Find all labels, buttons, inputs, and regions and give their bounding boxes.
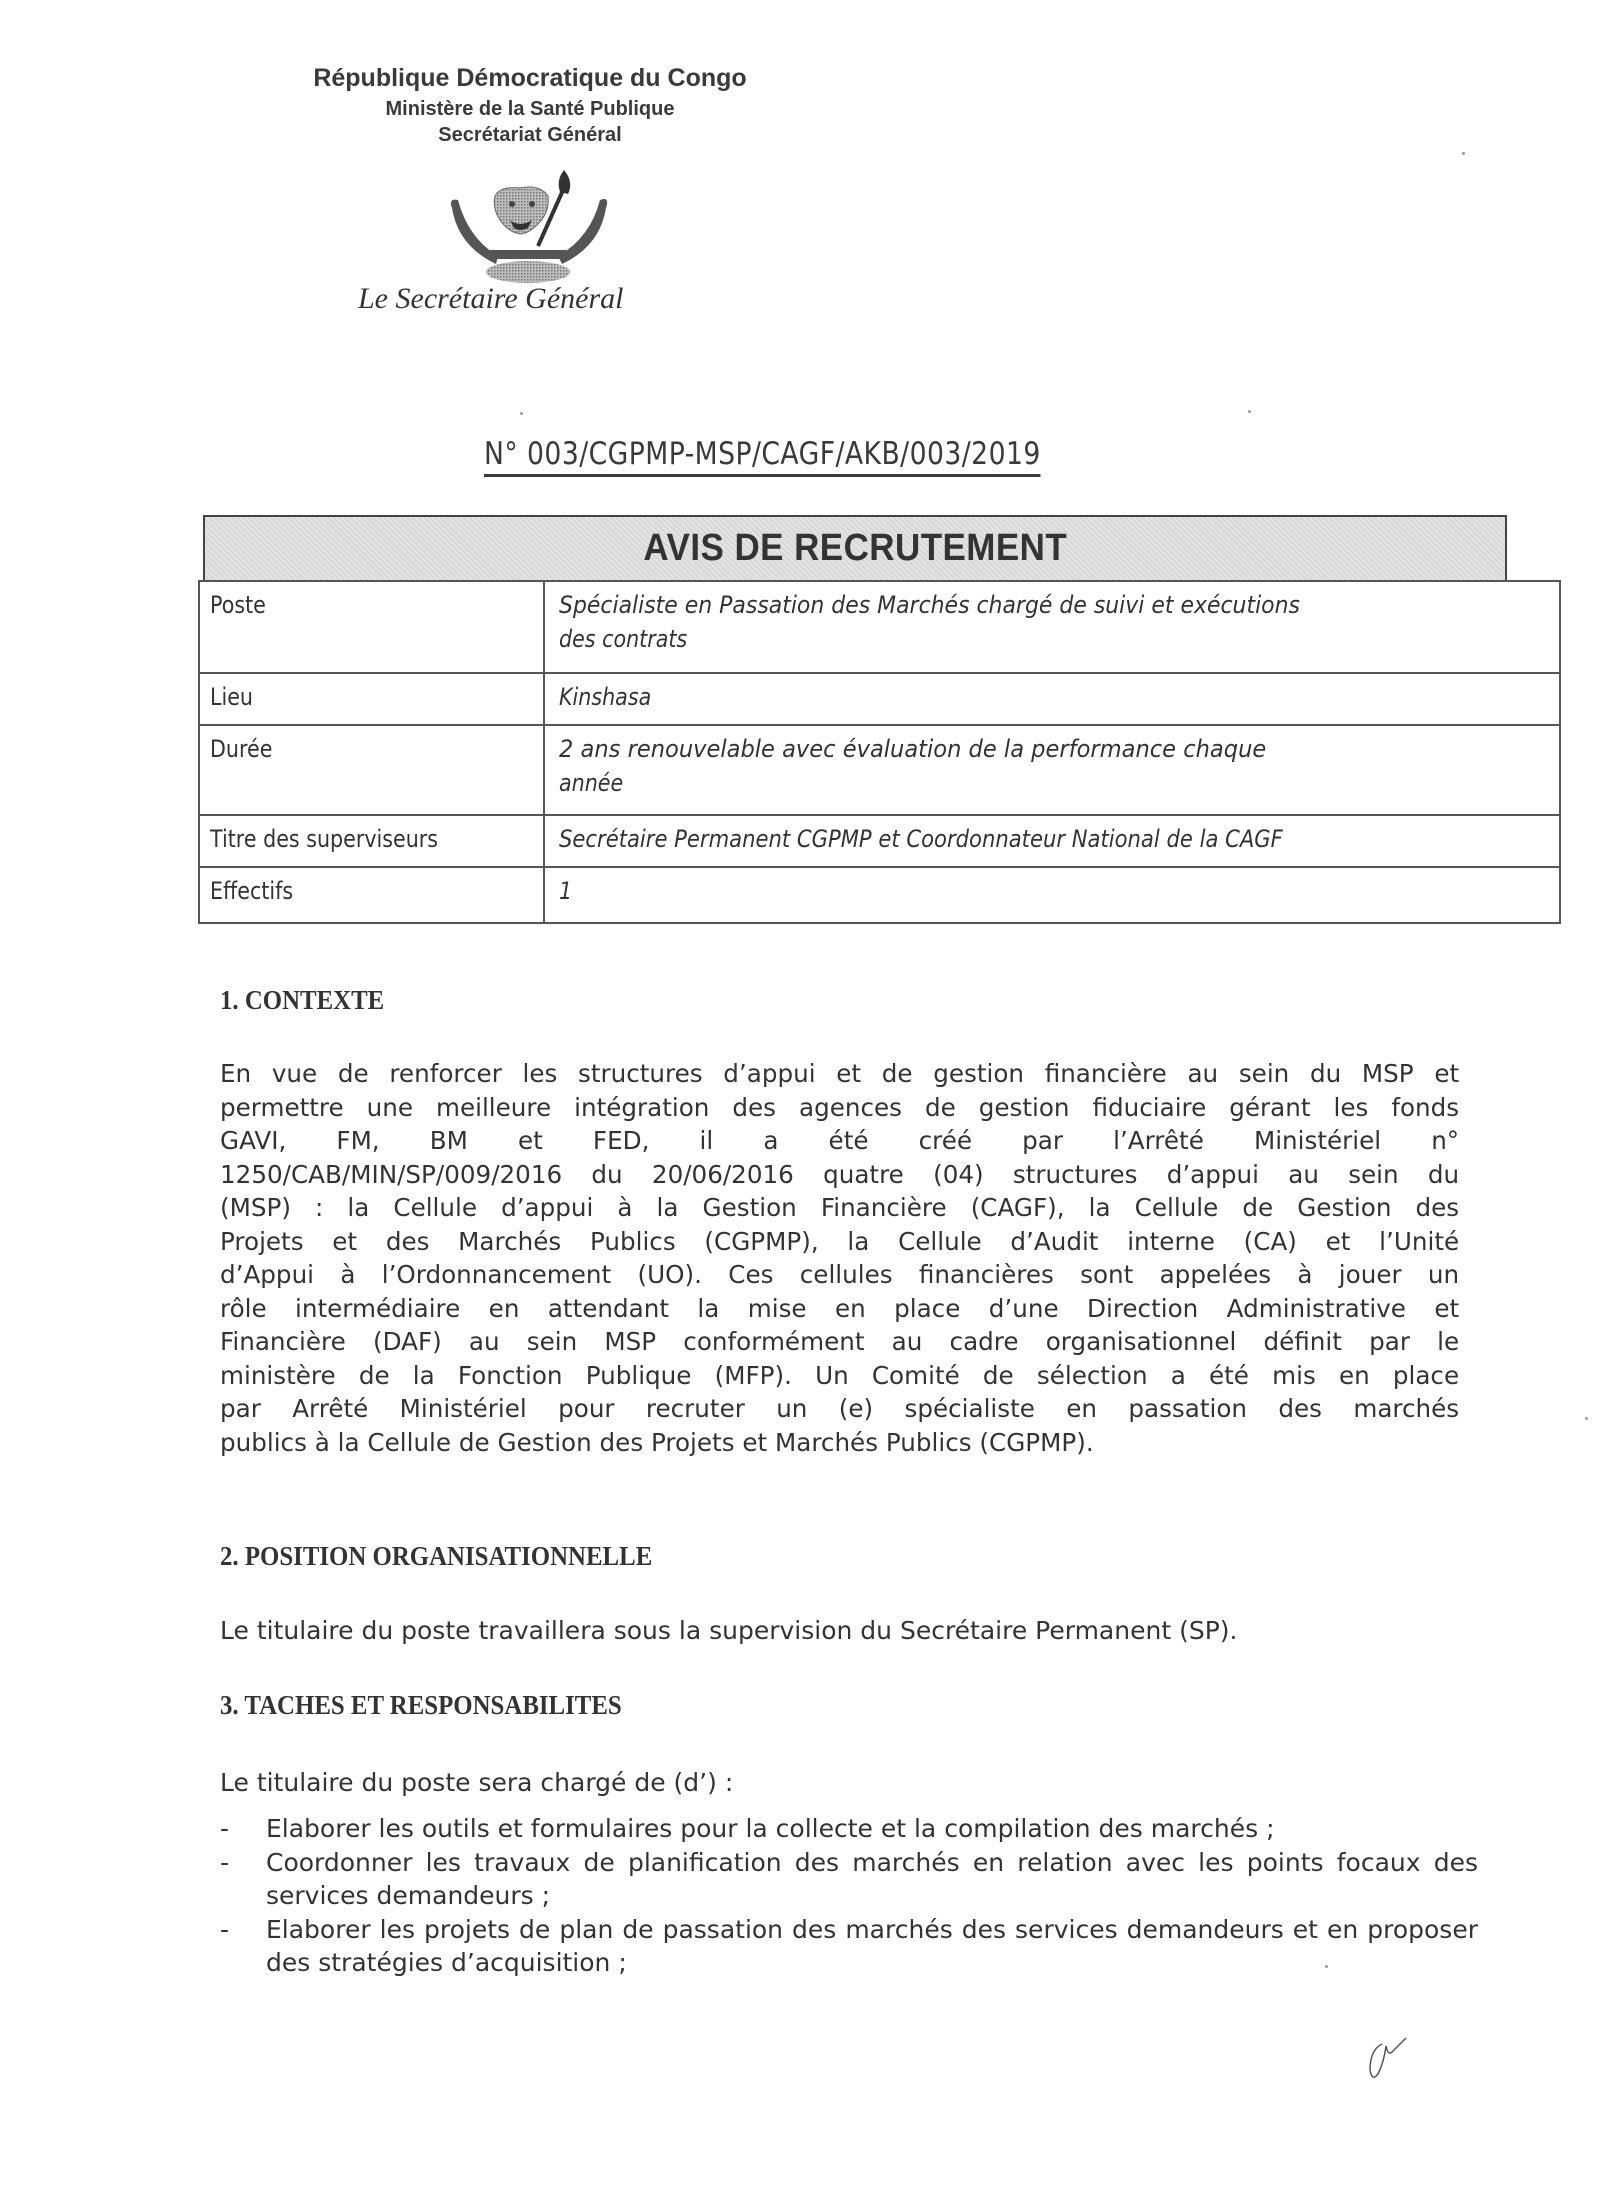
contexte-paragraph <box>220 1057 1459 1459</box>
department-name: Secrétariat Général <box>438 124 622 146</box>
reference-number: N° 003/CGPMP-MSP/CAGF/AKB/003/2019 <box>484 436 1041 477</box>
paragraph-line: GAVI, FM, BM et FED, il a été créé par l’Arrêté Ministériel n° <box>220 1126 1460 1155</box>
label-text: Lieu <box>210 683 254 711</box>
row-label <box>199 725 544 815</box>
paragraph-line: (MSP) : la Cellule d’appui à la Gestion Financière (CAGF), la Cellule de Gestion des <box>220 1193 1460 1222</box>
notice-banner <box>203 515 1507 580</box>
row-label <box>199 581 544 673</box>
coat-of-arms-icon <box>440 168 640 288</box>
row-label <box>199 867 544 923</box>
bullet-dash: - <box>220 1914 230 1944</box>
paragraph-line: d’Appui à l’Ordonnancement (UO). Ces cellules financières sont appelées à jouer un <box>220 1260 1460 1289</box>
ministry-name: Ministère de la Santé Publique <box>385 98 675 120</box>
table-row-lieu <box>199 673 1560 725</box>
scan-speck <box>1248 410 1251 413</box>
row-value <box>544 725 1560 815</box>
table-row-effectifs <box>199 867 1560 923</box>
value-line: année <box>559 769 624 797</box>
row-label <box>199 815 544 867</box>
list-item <box>220 1913 1478 1980</box>
table-row-duree <box>199 725 1560 815</box>
bullet-dash: - <box>220 1847 230 1877</box>
paragraph-line: par Arrêté Ministériel pour recruter un (e) spécialiste en passation des marchés <box>220 1394 1460 1423</box>
paragraph-line: 1250/CAB/MIN/SP/009/2016 du 20/06/2016 quatre (04) structures d’appui au sein du <box>220 1159 1460 1189</box>
value-line: des contrats <box>559 625 688 653</box>
section-title-taches: 3. TACHES ET RESPONSABILITES <box>220 1690 622 1720</box>
value-line: Kinshasa <box>559 683 652 711</box>
handwritten-initials-icon <box>1360 2030 1420 2085</box>
table-row-superviseurs <box>199 815 1560 867</box>
list-item <box>220 1846 1478 1913</box>
section-title-position: 2. POSITION ORGANISATIONNELLE <box>220 1541 653 1571</box>
section-title-contexte: 1. CONTEXTE <box>220 985 385 1015</box>
table-row-poste <box>199 581 1560 673</box>
label-text: Durée <box>210 735 273 763</box>
paragraph-line: Financière (DAF) au sein MSP conformément au cadre organisationnel définit par le <box>220 1327 1460 1356</box>
row-value <box>544 815 1560 867</box>
country-name: République Démocratique du Congo <box>313 64 747 92</box>
position-text: Le titulaire du poste travaillera sous la supervision du Secrétaire Permanent (SP). <box>220 1616 1238 1645</box>
row-value <box>544 867 1560 923</box>
paragraph-line: rôle intermédiaire en attendant la mise en place d’une Direction Administrative et <box>220 1293 1460 1323</box>
job-info-table <box>198 580 1561 924</box>
paragraph-line: En vue de renforcer les structures d’appui et de gestion financière au sein du MSP et <box>220 1059 1460 1088</box>
scan-speck <box>1585 1417 1588 1420</box>
paragraph-line: Projets et des Marchés Publics (CGPMP), la Cellule d’Audit interne (CA) et l’Unité <box>220 1226 1460 1256</box>
tasks-intro: Le titulaire du poste sera chargé de (d’) : <box>220 1768 734 1797</box>
row-value <box>544 673 1560 725</box>
label-text: Effectifs <box>210 877 294 905</box>
scan-speck <box>520 412 523 415</box>
paragraph-line: publics à la Cellule de Gestion des Projets et Marchés Publics (CGPMP). <box>220 1427 1094 1457</box>
paragraph-line: permettre une meilleure intégration des agences de gestion fiduciaire gérant les fonds <box>220 1092 1460 1122</box>
label-text: Titre des superviseurs <box>210 825 439 853</box>
notice-title: AVIS DE RECRUTEMENT <box>643 527 1067 569</box>
value-line: 2 ans renouvelable avec évaluation de la performance chaque <box>559 735 1267 763</box>
task-text: Elaborer les projets de plan de passation des marchés des services demandeurs et en proposer des stratégies d’acquisition ; <box>266 1914 1478 1977</box>
value-line: 1 <box>559 877 573 905</box>
value-line: Secrétaire Permanent CGPMP et Coordonnateur National de la CAGF <box>559 825 1283 853</box>
task-list <box>220 1812 1478 1980</box>
label-text: Poste <box>210 591 266 619</box>
task-text: Coordonner les travaux de planification des marchés en relation avec les points focaux des services demandeurs ; <box>266 1847 1478 1910</box>
signatory-title: Le Secrétaire Général <box>358 282 624 315</box>
list-item <box>220 1812 1478 1846</box>
row-value <box>544 581 1560 673</box>
scan-speck <box>1325 1965 1328 1968</box>
bullet-dash: - <box>220 1814 230 1843</box>
paragraph-line: ministère de la Fonction Publique (MFP). Un Comité de sélection a été mis en place <box>220 1360 1460 1390</box>
row-label <box>199 673 544 725</box>
scan-speck <box>1462 152 1465 155</box>
value-line: Spécialiste en Passation des Marchés chargé de suivi et exécutions <box>559 591 1300 619</box>
task-text: Elaborer les outils et formulaires pour la collecte et la compilation des marchés ; <box>266 1814 1275 1843</box>
